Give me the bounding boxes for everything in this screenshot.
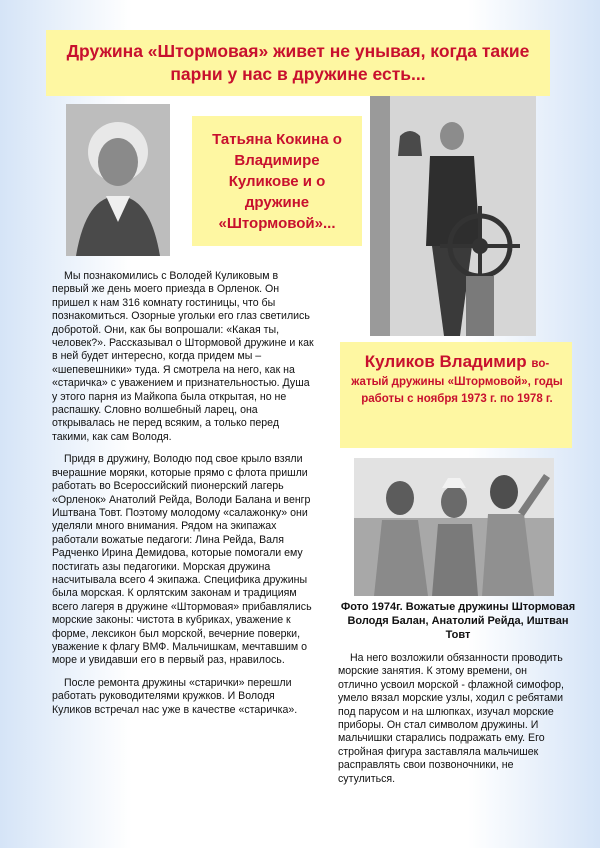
paragraph: После ремонта дружины «старички» перешли работать руководителями кружков. И Володя Куликов встречал нас уже в качестве «старичка». [52,676,298,716]
group-photo [354,458,554,596]
subtitle: Татьяна Кокина о Владимире Куликове и о дружине «Штормовой»... [212,130,342,232]
left-column-text [52,270,314,726]
ship-wheel-illustration [370,96,536,336]
paragraph: На него возложили обязанности проводить морские занятия. К этому времени, он отлично усвоил морской - флажной симофор, умело вязал морские узлы, ходил с ребятами под парусом и на шлюпках, изучал морские приборы. Он стал символом дружины. И мальчишки старались подражать ему. Его стройная фигура заставляла мальчишек расправлять свои позвоночники, не сутулиться. [338,652,564,785]
group-illustration [354,458,554,596]
subtitle-box [192,116,362,246]
person-name: Куликов Владимир [364,352,527,371]
role-details: жатый дружины «Штормовой», годы работы с ноября 1973 г. по 1978 г. [351,376,563,405]
name-box [340,342,572,448]
ship-wheel-photo [370,96,536,336]
paragraph: Мы познакомились с Володей Куликовым в первый же день моего приезда в Орленок. Он пришел к нам 316 комнату гостиницы, что бы познакомиться. Озорные угольки его глаз светились добротой. Они, как бы вопрошали: «Какая ты, человек?». Рассказывал о Штормовой дружине и как в ней будет интересно, когда придем мы – «шепевешники» туда. Я смотрела на него, как на «старичка» с уважением и признательностью. Душа у этого парня из Майкопа была открытая, но не распашку. Словно волшебный ларец, она открывалась не перед всяким, а только перед такими, как сам Володя. [52,270,314,443]
photo-caption: Фото 1974г. Вожатые дружины Штормовая Володя Балан, Анатолий Рейда, Иштван Товт [340,601,576,641]
portrait-illustration [66,104,170,256]
name-line [348,352,566,374]
title-banner [46,30,550,96]
role-start: во- [531,358,550,370]
paragraph: Придя в дружину, Володю под свое крыло взяли вчерашние моряки, которые прямо с флота пришли работать во Всероссийский пионерский лагерь «Орленок» Анатолий Рейда, Володи Балана и венгр Иштвана Товт. Поэтому молодому «салажонку» они уделяли много внимания. Рядом на экипажах работали вожатые педагоги: Лина Рейда, Валя Радченко Ирина Демидова, которые помогали ему постигать азы педагогики. Морская дружина насчитывала всего 4 экипажа. Специфика дружины была морская. К орлятским законам и традициям всего лагеря в дружине «Штормовая» прибавлялись морские законы: чистота в кубриках, уважение к форме, лексикон был морской, вечерние поверки, уважение к флагу ВМФ. Мальчишкам, мечтавшим о море и увидавши его в первый раз, нравилось. [52,453,312,667]
page-title: Дружина «Штормовая» живет не унывая, когда такие парни у нас в дружине есть... [66,41,530,84]
right-column-text [338,652,566,795]
portrait-photo [66,104,170,256]
